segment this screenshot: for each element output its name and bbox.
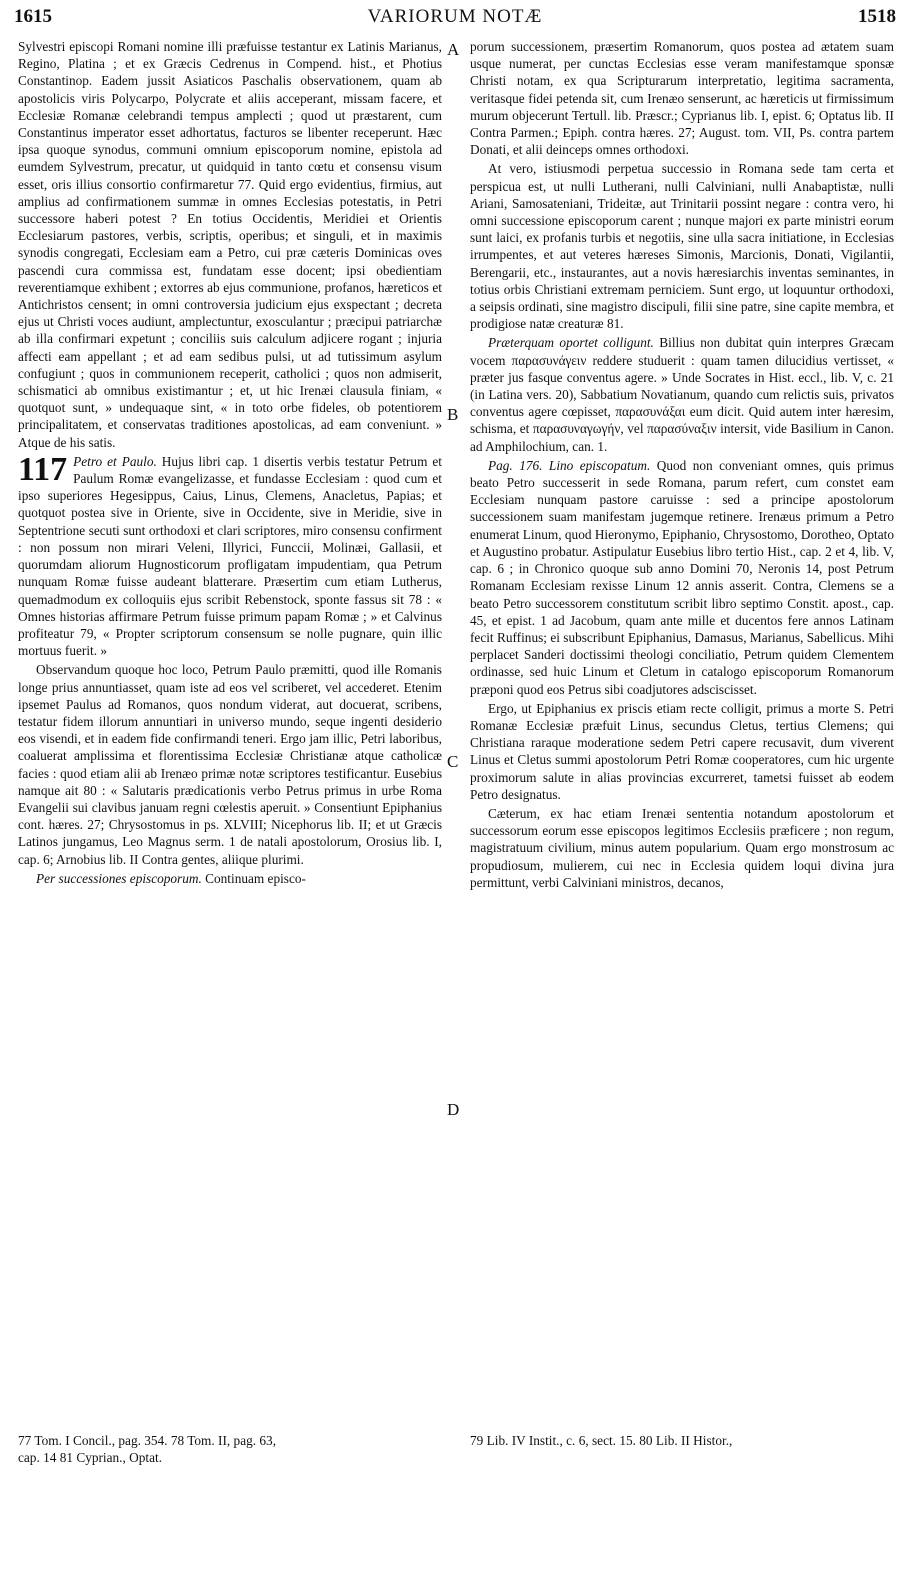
footnotes — [18, 1432, 898, 1492]
note-lemma: Per successiones episcoporum. — [36, 870, 202, 886]
margin-marker-c: C — [447, 752, 459, 771]
footnotes-right — [470, 1432, 900, 1449]
paragraph: porum successionem, præsertim Romanorum, quos postea ad ætatem suam usque numerat, per cunctas Ecclesias esse veram manifestamque sponsæ Christi notam, ex qua Scripturarum interpretatio, legitima sacramenta, veritasque fidei petenda sit, cum Irenæo senserunt, ac hæreticis ut firmissimum murum objecerunt Tertull. lib. Præscr.; Cyprianus lib. I, epist. 6; Optatus lib. II Contra Parmen.; Epiph. contra hæres. 27; August. tom. VII, Ps. contra partem Donati, et alii deinceps omnes orthodoxi. — [470, 39, 894, 158]
note-lemma: Petro et Paulo. — [73, 453, 157, 469]
paragraph: Ergo, ut Epiphanius ex priscis etiam recte colligit, primus a morte S. Petri Romanæ Ecclesiæ præfuit Linus, secundus Cletus, tertius Clemens; qui Christiana raraque moderatione sedem Petri capere recusavit, dum viverent Linus et Cletus summi apostolorum Petri Romæ cooperatores, cum hic urgente proximorum salute in alias provincias excurreret, tametsi fuisset ab eodem Petro designatus. — [470, 700, 894, 802]
paragraph: At vero, istiusmodi perpetua successio in Romana sede tam certa et perspicua est, ut nulli Lutherani, nulli Calviniani, nulli Anabaptistæ, nulli Ariani, Samosateniani, Trideitæ, aut Trinitarii possint negare : contra vero, hi omni successione episcoporum carent ; nunque majori ex parte ministri eorum sunt laici, ex profanis turbis et negotiis, sine ulla sacra initiatione, in Ecclesias irrumpentes, et aut veteres hæreses Simonis, Marcionis, Donati, Vigilantii, Berengarii, etc., instaurantes, aut a novis hæresiarchis inventas seminantes, in totius orbis Christiani extremam perniciem. Sunt ergo, ut loquuntur orthodoxi, a seipsis ordinati, sine magistro discipuli, filii sine patre, sine capite membra, et prodigiose natæ creaturæ 81. — [470, 161, 894, 332]
paragraph — [18, 870, 442, 887]
paragraph: Observandum quoque hoc loco, Petrum Paulo præmitti, quod ille Romanis longe prius annuntiasset, quam iste ad eos vel scriberet, vel accederet. Etenim ipsemet Paulus ad Romanos, quos nondum viderat, aut docuerat, scribens, testatur fidem illorum annuntiari in universo mundo, seque ingenti desiderio eos visendi, et in eadem fide confirmandi teneri. Ergo jam illic, Petri laboribus, coaluerat amplissima et florentissima Ecclesiæ Christianæ atque catholicæ facies : quod etiam alii ab Irenæo primæ notæ scriptores testificantur. Eusebius namque ait 80 : « Salutaris prædicationis verbo Petrus primus in urbe Roma Evangelii sui clavibus januam regni cœlestis aperuit. » Consentiunt Epiphanius cont. hæres. 27; Chrysostomus in ps. XLVIII; Nicephorus lib. II; et ut Græcis Latinos jungamus, Leo Magnus serm. 1 de natali apostolorum, Orosius lib. I, cap. 6; Arnobius lib. II Contra gentes, aliique plurimi. — [18, 662, 442, 867]
paragraph — [470, 457, 894, 698]
note-lemma: Pag. 176. Lino episcopatum. — [488, 457, 651, 473]
right-column — [470, 38, 894, 1418]
note-text: Continuam episco- — [205, 870, 306, 886]
note-lemma: Præterquam oportet colligunt. — [488, 335, 654, 351]
paragraph: Sylvestri episcopi Romani nomine illi præfuisse testantur ex Latinis Marianus, Regino, Platina ; et ex Græcis Cedrenus in Compend. hist., et Photius Constantinop. Eadem jussit Asiaticos Paschalis observationem, quam ab apostolicis viris Polycarpo, Polycrate et aliis acceperant, missam facere, et Ecclesiæ Romanæ celebrandi tempus amplecti ; quod ut præstarent, cum Constantinus imperator esset adhortatus, facturos se libenter receperunt. Hæc ipsa quoque synodus, communi omnium episcoporum nomine, epistola ad eumdem Sylvestrum, precatur, ut quidquid in tanto cœtu et consensu visum esset, oris illius consortio confirmaretur 77. Quid ergo evidentius, firmius, aut amplius ad confirmationem summæ in omnes Ecclesias potestatis, in Petri successore haberi potest ? En totius Occidentis, Meridiei et Orientis Ecclesiarum pastores, verbis, scriptis, operibus; et singuli, et in maximis synodis congregati, Ecclesiam eam a Petro, cui præ cæteris Dominicas oves pascendi cura commissa est, fundatam esse docent; ipsi obedientiam reverentiamque exhibent ; extorres ab ejus communione, profanos, hæreticos et Antichristos censent; in omni controversia judicium ejus exspectant ; decreta ejus ut Christi voces audiunt, amplectuntur, exosculantur ; præcipui patriarchæ ab illa confirmari expetunt ; conciliis suis calculum adjicere rogant ; injuria affecti eam appellant ; et ad eam sedibus pulsi, ut ad tutissimum asylum confugiunt ; quos in communionem receperit, catholici ; quos non admiserit, schismatici ab omnibus existimantur ; et, ut hic Irenæi clausula finiam, « quotquot sunt, » undequaque sint, « in toto orbe fideles, ob potentiorem principalitatem, et conservatas traditiones apostolicas, ad eam conveniunt. » Atque de his satis. — [18, 39, 442, 450]
note-text: Hujus libri cap. 1 disertis verbis testatur Petrum et Paulum Romæ evangelizasse, et fundasse Ecclesiam : quod cum et ipso superiores Hegesippus, Caius, Linus, Clemens, Anacletus, Papias; et quotquot postea sive in Oriente, sive in Occidente, sive in Meridie, sive in Septentrione secuti sunt orthodoxi et clari scriptores, miro consensu confirment : non possum non mirari Veleni, Illyrici, Funccii, Molinæi, Gallasii, et quorumdam aliorum Hugnosticorum profligatam impudentiam, qua Petrum nunquam Romæ fuisse audeant blatterare. Præsertim cum etiam Lutherus, quemadmodum ex colloquiis ejus scribit Rebenstock, sponte fassus sit 78 : « Omnes historias affirmare Petrum fuisse primum papam Romæ ; » et Calvinus profiteatur 79, « Propter scriptorum consensum se nolle pugnare, quin illic mortuus fuerit. » — [18, 453, 442, 659]
margin-marker-d: D — [447, 1100, 460, 1119]
note-text: Billius non dubitat quin interpres Græcam vocem παρασυνάγειν reddere studuerit : quam tamen dilucidius vertisset, « præter jus fasque conventus agere. » Unde Socrates in Hist. eccl., lib. V, c. 21 (in Latina vers. 20), Sabbatium Novatianum, quando cum relictis suis, privatos conventus agere cœpisset, παρασυνάξαι eum dicit. Quid autem inter hæresim, schisma, et παρασυναγωγήν, vel παρασύναξιν intersit, vide Basilium in Canon. ad Amphilochium, can. 1. — [470, 335, 894, 454]
footnote-line: 79 Lib. IV Instit., c. 6, sect. 15. 80 Lib. II Histor., — [470, 1433, 733, 1448]
footnote-line: 77 Tom. I Concil., pag. 354. 78 Tom. II, pag. 63, — [18, 1433, 277, 1448]
note-paragraph — [18, 450, 442, 659]
left-column — [18, 38, 442, 1418]
running-title: VARIORUM NOTÆ — [367, 6, 543, 27]
paragraph — [470, 334, 894, 454]
note-number: 117 — [18, 450, 68, 488]
footnote-line: cap. 14 81 Cyprian., Optat. — [18, 1450, 163, 1465]
note-text: Quod non conveniant omnes, quis primus beato Petro successerit in sede Romana, parum refert, cum constet eam Ecclesiam nunquam pastore caruisse : sed a principe apostolorum successionem suam manifestam jugemque retinere. Irenæus primum a Petro enumerat Linum, quod Hieronymo, Epiphanio, Chrysostomo, Dorotheo, Optato et Augustino probatur. Astipulatur Eusebius libro tertio Hist., cap. 2 et 4, lib. V, cap. 6 ; in Chronico quoque sub anno Domini 70, Neronis 14, post Petrum Romanam Ecclesiam rexisse Linum 12 annis asserit. Contra, Clemens se a beato Petro successorem constitutum scribit libro septimo Constit. apost., cap. 45, et epist. 1 ad Jacobum, quam ante mille et ducentos fere annos Latinam fecit Ruffinus; ei subscribunt Epiphanius, Damasus, Marianus, Sabellicus. Mihi perplacet Sanderi doctissimi theologi conciliatio, Petrum quidem Clementem ordinasse, sed huic Linum et Cletum in catalogo episcoporum Romanorum præponi quod eos Petrus sibi coadjutores adsciscisset. — [470, 457, 894, 697]
page-number-right: 1518 — [858, 6, 896, 27]
margin-marker-b: B — [447, 405, 459, 424]
page-number-left: 1615 — [14, 6, 52, 27]
page-header — [14, 6, 896, 34]
footnotes-left — [18, 1432, 458, 1466]
paragraph: Cæterum, ex hac etiam Irenæi sententia notandum apostolorum et successorum eorum esse episcopos legitimos Ecclesiis præficere ; non regum, magistratuum civilium, minus autem popularium. Quam ergo monstrosum ac propudiosum, mulierem, cui nec in Ecclesia quidem loqui divina jura permittunt, verbi Calviniani ministros, decanos, — [470, 805, 894, 890]
margin-marker-a: A — [447, 40, 460, 59]
